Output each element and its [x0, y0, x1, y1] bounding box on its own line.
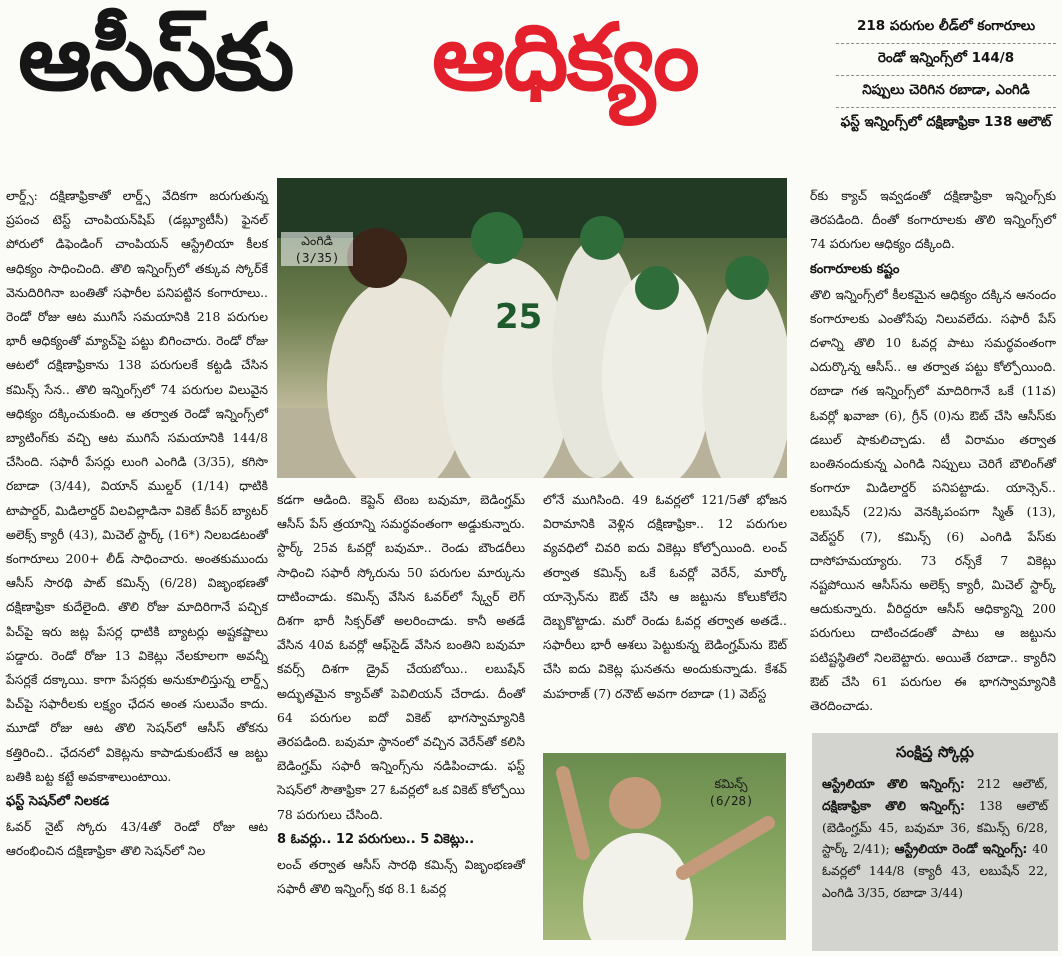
deck-line: నిప్పులు చెరిగిన రబాడా, ఎంగిడి: [836, 76, 1056, 108]
col1-para: లార్డ్స్‌: దక్షిణాఫ్రికాతో లార్డ్స్‌ వేదికగా జరుగుతున్న ప్రపంచ టెస్ట్‌ చాంపియన్‌షిప్‌ (డబ్ల్యూటీసీ) ఫైనల్‌ పోరులో డిఫెండింగ్‌ చాంపియన్‌ ఆస్ట్రేలియా కీలక ఆధిక్యం సాధించింది. తొలి ఇన్నింగ్స్‌లో తక్కువ స్కోర్‌కే వెనుదిరిగినా బంతితో సఫారీల పనిపట్టిన కంగారూలు.. రెండో రోజు ఆట ముగిసే సమయానికి 218 పరుగుల భారీ ఆధిక్యంతో మ్యాచ్‌పై పట్టు బిగించారు. రెండో రోజు ఆటలో దక్షిణాఫ్రికాను 138 పరుగులకే కట్టడి చేసిన కమిన్స్‌ సేన.. తొలి ఇన్నింగ్స్‌లో 74 పరుగుల విలువైన ఆధిక్యం దక్కించుకుంది. ఆ తర్వాత రెండో ఇన్నింగ్స్‌లో బ్యాటింగ్‌కు వచ్చి ఆట ముగిసే సమయానికి 144/8 చేసింది. సఫారీ పేసర్లు లుంగి ఎంగిడి (3/35), కగిసొ రబాడా (3/44), వియాన్‌ ముల్డర్‌ (1/14) ధాటికి టాపార్డర్‌, మిడిలార్డర్‌ విలవిల్లాడినా వికెట్‌ కీపర్‌ బ్యాటర్‌ అలెక్స్‌ క్యారీ (43), మిచెల్‌ స్టార్క్‌ (16*) నిలబడటంతో కంగారూలు 200+ లీడ్‌ సాధించారు. అంతకుముందు ఆసీస్‌ సారథి పాట్‌ కమిన్స్‌ (6/28) విజృంభణతో దక్షిణాఫ్రికా కుదేలైంది. తొలి రోజు మాదిరిగానే పచ్చిక పిచ్‌పై ఇరు జట్ల పేసర్ల ధాటికి బ్యాటర్లు అష్టకష్టాలు పడ్డారు. రెండో రోజు 13 వికెట్లు నేలకూలగా అవన్నీ పేసర్లకే దక్కాయి. కాగా పేసర్లకు అనుకూలిస్తున్న లార్డ్స్‌ పిచ్‌పై సఫారీలకు లక్ష్యం ఛేదన అంత సులువేం కాదు. మూడో రోజు ఆట తొలి సెషన్‌లో ఆసీస్‌ తోకను కత్తిరించి.. ఛేదనలో వికెట్లను కాపాడుకుంటేనే ఆ జట్టు బతికి బట్ట కట్టే అవకాశాలుంటాయి.: [6, 188, 268, 784]
score-label: దక్షిణాఫ్రికా తొలి ఇన్నింగ్స్‌:: [822, 797, 965, 813]
column-4: [810, 184, 1056, 718]
col4-subheading: కంగారూలకు కష్టం: [810, 261, 900, 277]
score-text: 138 ఆలౌట్‌ (బెడింగ్హమ్‌ 45, బవుమా 36, కమిన్స్‌ 6/28, స్టార్క్‌ 2/41);: [822, 797, 1048, 857]
brief-scores-title: సంక్షిప్త స్కోర్లు: [896, 743, 974, 761]
deck-line: 218 పరుగుల లీడ్‌లో కంగారూలు: [836, 12, 1056, 44]
col1-para: ఓవర్‌ నైట్‌ స్కోరు 43/4తో రెండో రోజు ఆట ఆరంభించిన దక్షిణాఫ్రికా తొలి సెషన్‌లో నిల: [6, 819, 268, 859]
brief-scores-body: [812, 773, 1058, 904]
jersey-number: 25: [495, 297, 543, 337]
photo1-caption: [281, 232, 353, 266]
col2-subheading: 8 ఓవర్లు.. 12 పరుగులు.. 5 వికెట్లు..: [277, 831, 475, 847]
deck: [836, 12, 1056, 139]
col1-subheading: ఫస్ట్ సెషన్‌లో నిలకడ: [6, 794, 110, 810]
col4-para: తొలి ఇన్నింగ్స్‌లో కీలకమైన ఆధిక్యం దక్కిన ఆనందం కంగారూలకు ఎంతోసేపు నిలువలేదు. సఫారీ పేస్‌ దళాన్ని తొలి 10 ఓవర్ల పాటు సమర్థవంతంగా ఎదుర్కొన్న ఆసీస్‌.. ఆ తర్వాత పట్టు కోల్పోయింది. రబాడా గత ఇన్నింగ్స్‌లో మాదిరిగానే ఒకే (11వ) ఓవర్లో ఖవాజా (6), గ్రీన్‌ (0)ను ఔట్‌ చేసి ఆసీస్‌కు డబుల్‌ షాకులిచ్చాడు. టీ విరామం తర్వాత బంతినందుకున్న ఎంగిడి నిప్పులు చెరిగే బౌలింగ్‌తో కంగారూ మిడిలార్డర్‌ పనిపట్టాడు. యాన్సెన్‌.. లబుషేన్‌ (22)ను వెనక్కిపంపగా స్మిత్‌ (13), వెబ్‌స్టర్‌ (7), కమిన్స్‌ (6) ఎంగిడి పేస్‌కు దాసోహమయ్యారు. 73 రన్స్‌కే 7 వికెట్లు నష్టపోయిన ఆసీస్‌ను అలెక్స్‌ క్యారీ, మిచెల్‌ స్టార్క్‌ ఆదుకున్నారు. వీరిద్దరూ ఆసీస్‌ ఆధిక్యాన్ని 200 పరుగులు దాటించడంతో పాటు ఆ జట్టును పటిష్టస్థితిలో నిలబెట్టారు. అయితే రబాడా.. క్యారీని ఔట్‌ చేసి 61 పరుగుల ఈ భాగస్వామ్యానికి తెరదించాడు.: [810, 286, 1056, 714]
score-text: 212 ఆలౌట్‌,: [976, 776, 1048, 791]
brief-scores-box: [812, 733, 1058, 951]
photo2-caption: [695, 775, 767, 809]
col4-para: ర్‌కు క్యాచ్‌ ఇవ్వడంతో దక్షిణాఫ్రికా ఇన్నింగ్స్‌కు తెరపడింది. దీంతో కంగారూలకు తొలి ఇన్నింగ్స్‌లో 74 పరుగుల ఆధిక్యం దక్కింది.: [810, 188, 1056, 252]
photo1-caption-name: ఎంగిడి: [301, 233, 333, 248]
column-3: [543, 488, 787, 706]
headline: [18, 4, 293, 111]
col2-para: లంచ్‌ తర్వాత ఆసీస్‌ సారథి కమిన్స్‌ విజృంభణతో సఫారీ తొలి ఇన్నింగ్స్‌ కథ 8.1 ఓవర్ల: [277, 856, 525, 897]
headline-part2: ఆధిక్యం: [432, 4, 698, 111]
photo2-caption-name: కమిన్స్‌: [714, 776, 748, 791]
deck-line: ఫస్ట్ ఇన్నింగ్స్‌లో దక్షిణాఫ్రికా 138 ఆలౌట్: [840, 114, 1052, 130]
photo1-caption-figures: (3/35): [294, 250, 340, 265]
score-label: ఆస్ట్రేలియా తొలి ఇన్నింగ్స్‌:: [822, 776, 965, 791]
score-label: ఆస్ట్రేలియా రెండో ఇన్నింగ్స్‌:: [894, 841, 1028, 857]
column-2: [277, 488, 525, 901]
deck-line: రెండో ఇన్నింగ్స్‌లో 144/8: [836, 44, 1056, 76]
column-1: [6, 184, 268, 863]
cummins-photo: [543, 753, 786, 940]
celebration-illustration: [277, 178, 787, 478]
photo2-caption-figures: (6/28): [708, 793, 754, 808]
col2-para: కడగా ఆడింది. కెప్టెన్‌ టెంబ బవుమా, బెడింగ్హమ్‌ ఆసీస్‌ పేస్‌ త్రయాన్ని సమర్థవంతంగా అడ్డుకున్నారు. స్టార్క్‌ 25వ ఓవర్లో బవుమా.. రెండు బౌండరీలు సాధించి సఫారీ స్కోరును 50 పరుగుల మార్కును దాటించాడు. కమిన్స్‌ వేసిన ఓవర్‌లో స్క్వేర్‌ లెగ్‌ దిశగా భారీ సిక్సర్‌తో అలరించాడు. కానీ అతడే వేసిన 40వ ఓవర్లో ఆఫ్‌సైడ్‌ వేసిన బంతిని బవుమా కవర్స్‌ దిశగా డ్రైవ్‌ చేయబోయి.. లబుషేన్‌ అద్భుతమైన క్యాచ్‌తో పెవిలియన్‌ చేరాడు. దీంతో 64 పరుగుల ఐదో వికెట్‌ భాగస్వామ్యానికి తెరపడింది. బవుమా స్థానంలో వచ్చిన వెరేన్‌తో కలిసి బెడింగ్హమ్‌ సఫారీ ఇన్నింగ్స్‌ను నడిపించాడు. ఫస్ట్ సెషన్‌లో సౌతాఫ్రికా 27 ఓవర్లలో ఒక వికెట్‌ కోల్పోయి 78 పరుగులు చేసింది.: [277, 492, 525, 822]
score-text: 40 ఓవర్లలో 144/8 (క్యారీ 43, లబుషేన్‌ 22, ఎంగిడి 3/35, రబాడా 3/44): [822, 841, 1048, 900]
headline-part1: ఆసీస్‌కు: [18, 4, 293, 111]
col3-para: లోనే ముగిసింది. 49 ఓవర్లలో 121/5తో భోజన విరామానికి వెళ్లిన దక్షిణాఫ్రికా.. 12 పరుగుల వ్యవధిలో చివరి ఐదు వికెట్లు కోల్పోయింది. లంచ్‌ తర్వాత కమిన్స్‌ ఒకే ఓవర్లో వెరేన్‌, మార్కో యాన్సెన్‌ను ఔట్‌ చేసి ఆ జట్టును కోలుకోలేని దెబ్బకొట్టాడు. మరో రెండు ఓవర్ల తర్వాత అతడే.. సఫారీలు భారీ ఆశలు పెట్టుకున్న బెడింగ్హమ్‌ను ఔట్‌ చేసి ఐదు వికెట్ల ఘనతను అందుకున్నాడు. కేశవ్‌ మహరాజ్‌ (7) రనౌట్‌ అవగా రబాడా (1) వెబ్‌స్ట: [543, 492, 787, 701]
team-celebration-photo: [277, 178, 787, 478]
